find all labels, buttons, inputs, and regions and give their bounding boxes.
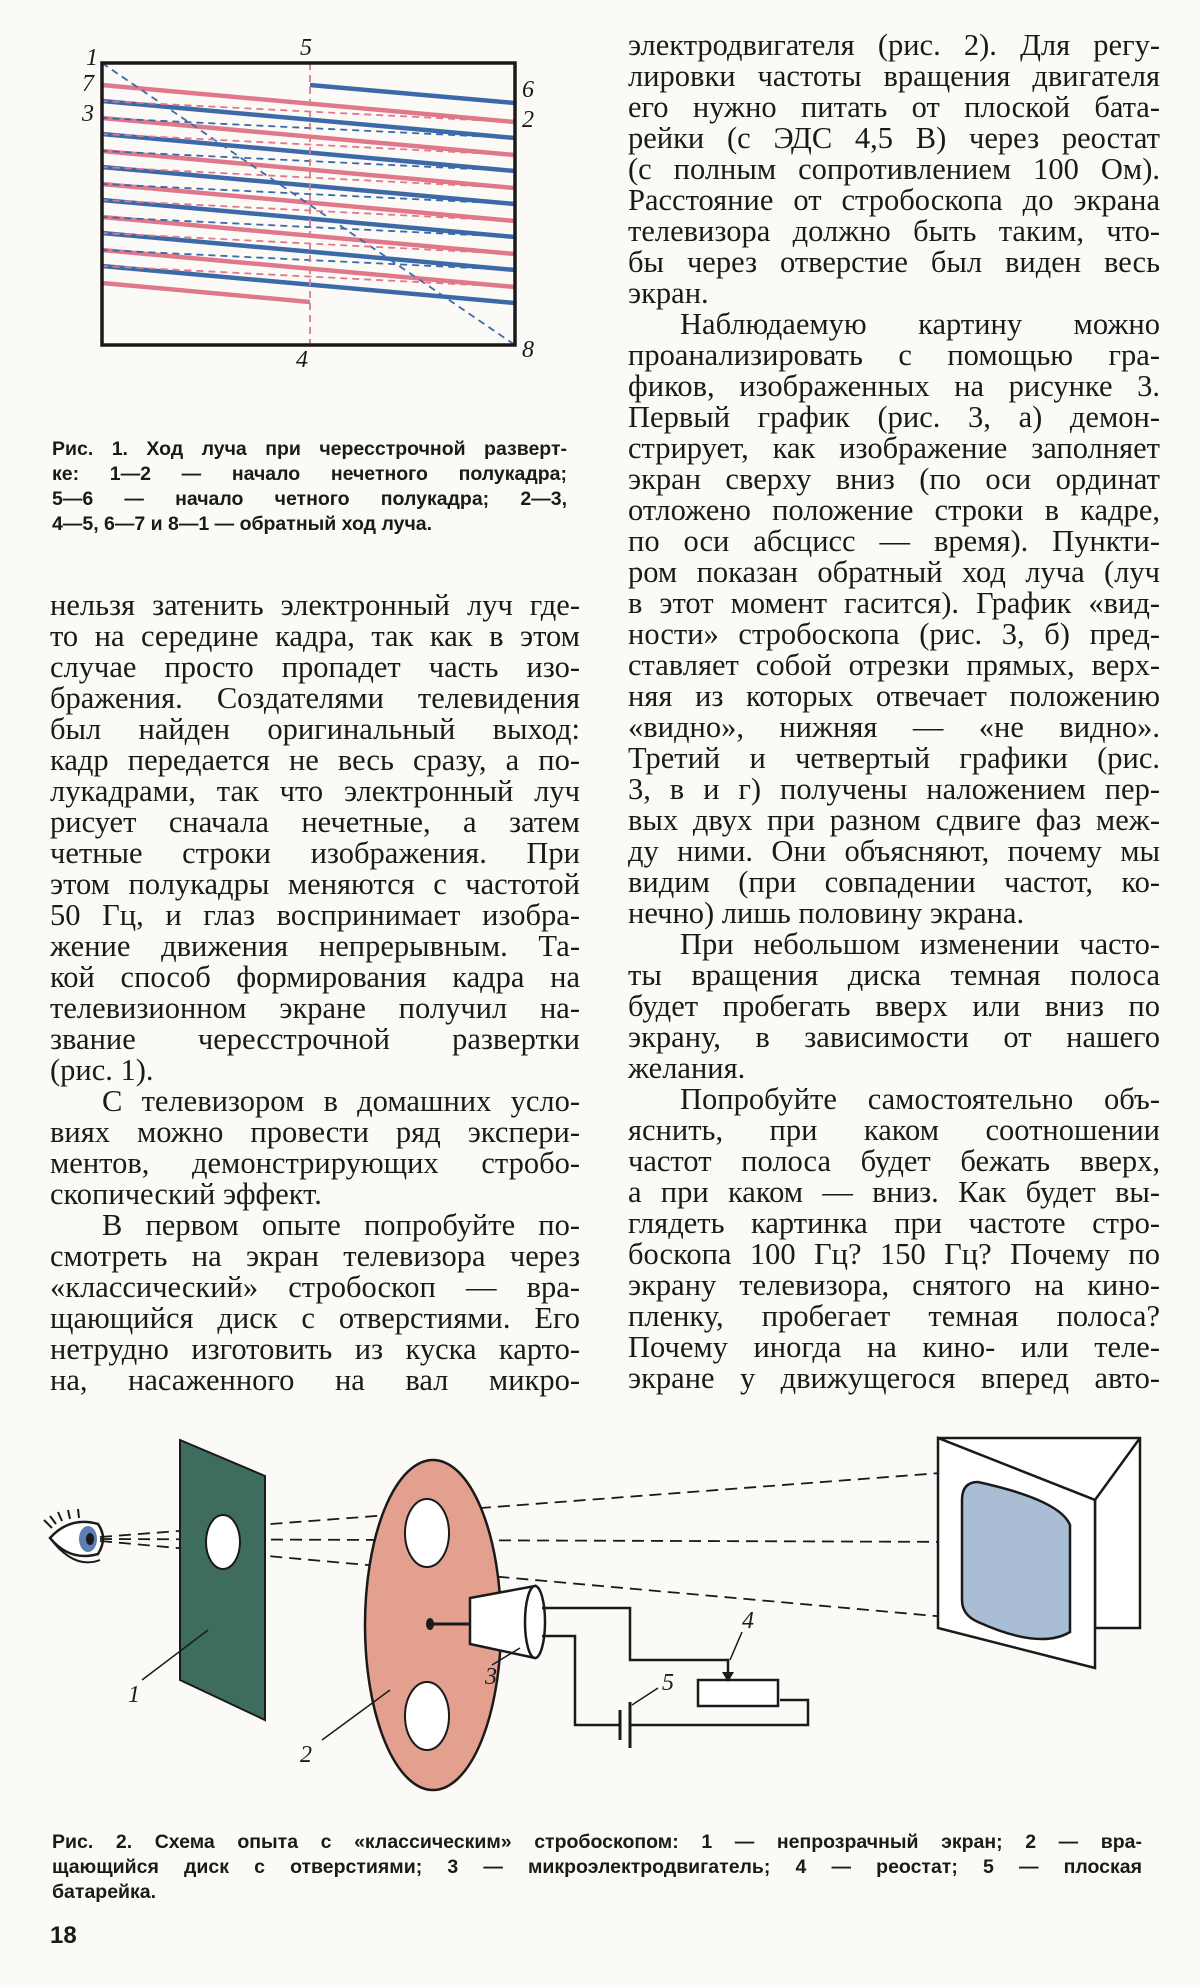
fig1-label-8: 8 (522, 337, 534, 363)
text-line: Попробуйте самостоятельно объ- (680, 1082, 1160, 1116)
text-line: по оси абсцисс — время). Пункти- (628, 524, 1160, 558)
text-line: отложено положение строки в кадре, (628, 493, 1160, 527)
fig1-label-2: 2 (522, 107, 534, 133)
text-line: нетрудно изготовить из куска карто- (50, 1332, 580, 1366)
wiring (542, 1608, 808, 1725)
text-line: глядеть картинка при частоте стро- (628, 1206, 1160, 1240)
text-line: бы через отверстие был виден весь (628, 245, 1160, 279)
text-line: телевизионном экране получил на- (50, 991, 580, 1025)
caption-line: 4—5, 6—7 и 8—1 — обратный ход луча. (52, 513, 433, 535)
figure-1 (60, 35, 550, 373)
text-line: пленку, пробегает темная полоса? (628, 1299, 1160, 1333)
stroboscope-diagram (30, 1420, 1170, 1795)
text-line: яснить, при каком соотношении (628, 1113, 1160, 1147)
text-line: электродвигателя (рис. 2). Для регу- (628, 28, 1160, 62)
text-line: бражения. Создателями телевидения (50, 681, 580, 715)
paragraph (628, 1084, 1160, 1394)
text-line: лировки частоты вращения двигателя (628, 59, 1160, 93)
fig2-label-4: 4 (742, 1608, 754, 1634)
text-line: его нужно питать от плоской бата- (628, 90, 1160, 124)
text-line: (рис. 1). (50, 1053, 154, 1087)
left-column (50, 590, 580, 1396)
text-line: «классический» стробоскоп — вра- (50, 1270, 580, 1304)
text-line: скопический эффект. (50, 1177, 322, 1211)
text-line: видим (при совпадении частот, ко- (628, 865, 1160, 899)
leader-4 (730, 1632, 742, 1660)
opaque-screen (180, 1440, 265, 1720)
paragraph (628, 929, 1160, 1084)
text-line: боскопа 100 Гц? 150 Гц? Почему по (628, 1237, 1160, 1271)
text-line: Первый график (рис. 3, а) демон- (628, 400, 1160, 434)
text-line: в этот момент гасится). График «вид- (628, 586, 1160, 620)
leader-5 (632, 1688, 658, 1705)
text-line: ставляет собой отрезки прямых, верх- (628, 648, 1160, 682)
figure-2 (30, 1420, 1170, 1795)
text-line: рейки (с ЭДС 4,5 В) через реостат (628, 121, 1160, 155)
caption-line: 5—6 — начало четного полукадра; 2—3, (52, 488, 567, 510)
text-line: нельзя затенить электронный луч где- (50, 588, 580, 622)
text-line: (с полным сопротивлением 100 Ом). (628, 152, 1160, 186)
text-line: случае просто пропадет часть изо- (50, 650, 580, 684)
fig2-label-1: 1 (128, 1682, 140, 1708)
text-line: Почему иногда на кино- или теле- (628, 1330, 1160, 1364)
text-line: виях можно провести ряд экспери- (50, 1115, 580, 1149)
text-line: частот полоса будет бежать вверх, (628, 1144, 1160, 1178)
text-line: Наблюдаемую картину можно (680, 307, 1160, 341)
text-line: щающийся диск с отверстиями. Его (50, 1301, 580, 1335)
text-line: кадр передается не весь сразу, а по- (50, 743, 580, 777)
text-line: нечно) лишь половину экрана. (628, 896, 1025, 930)
television (938, 1438, 1140, 1668)
text-line: проанализировать с помощью гра- (628, 338, 1160, 372)
text-line: этом полукадры меняются с частотой (50, 867, 580, 901)
fig2-label-2: 2 (300, 1742, 312, 1768)
fig1-label-1: 1 (86, 45, 98, 71)
caption-line: Рис. 2. Схема опыта с «классическим» стробоскопом: 1 — непрозрачный экран; 2 — вра- (52, 1831, 1142, 1853)
text-line: кой способ формирования кадра на (50, 960, 580, 994)
text-line: звание чересстрочной развертки (50, 1022, 580, 1056)
text-line: экрану телевизора, снятого на кино- (628, 1268, 1160, 1302)
text-line: экран сверху вниз (по оси ординат (628, 462, 1160, 496)
fig1-label-6: 6 (522, 77, 534, 103)
text-line: четные строки изображения. При (50, 836, 580, 870)
text-line: будет пробегать вверх или вниз по (628, 989, 1160, 1023)
text-line: фиков, изображенных на рисунке 3. (628, 369, 1160, 403)
paragraph (628, 30, 1160, 309)
paragraph (50, 1210, 580, 1396)
interlace-diagram (60, 35, 550, 370)
text-line: экрану, в зависимости от нашего (628, 1020, 1160, 1054)
text-line: экране у движущегося вперед авто- (628, 1361, 1160, 1395)
figure-1-caption (52, 437, 567, 537)
text-line: ности» стробоскопа (рис. 3, б) пред- (628, 617, 1160, 651)
even-line-1 (310, 85, 515, 103)
text-line: ду ними. Они объясняют, почему мы (628, 834, 1160, 868)
fig2-label-5: 5 (662, 1670, 674, 1696)
fig2-label-3: 3 (485, 1664, 497, 1690)
text-line: При небольшом изменении часто- (680, 927, 1160, 961)
caption-line: батарейка. (52, 1881, 157, 1903)
text-line: 3, в и г) получены наложением пер- (628, 772, 1160, 806)
text-line: В первом опыте попробуйте по- (102, 1208, 580, 1242)
text-line: а при каком — вниз. Как будет вы- (628, 1175, 1160, 1209)
paragraph (628, 309, 1160, 929)
text-line: Расстояние от стробоскопа до экрана (628, 183, 1160, 217)
text-line: ты вращения диска темная полоса (628, 958, 1160, 992)
paragraph (50, 1086, 580, 1210)
fig1-label-7: 7 (82, 71, 94, 97)
text-line: рисует сначала нечетные, а затем (50, 805, 580, 839)
text-line: телевизора должно быть таким, что- (628, 214, 1160, 248)
odd-line-7 (102, 283, 310, 302)
text-line: экран. (628, 276, 709, 310)
text-line: ментов, демонстрирующих стробо- (50, 1146, 580, 1180)
text-line: вых двух при разном сдвиге фаз меж- (628, 803, 1160, 837)
fig1-label-5: 5 (300, 35, 312, 61)
text-line: «видно», нижняя — «не видно». (628, 710, 1160, 744)
figure-2-caption (52, 1830, 1142, 1905)
page-number: 18 (50, 1922, 77, 1949)
text-line: Третий и четвертый графики (рис. (628, 741, 1160, 775)
paragraph (50, 590, 580, 1086)
text-line: жение движения непрерывным. Та- (50, 929, 580, 963)
caption-line: Рис. 1. Ход луча при чересстрочной разверт- (52, 438, 567, 460)
right-column (628, 30, 1160, 1394)
battery (620, 1702, 630, 1748)
fig1-label-4: 4 (296, 347, 308, 373)
eye-icon (44, 1509, 103, 1562)
text-line: С телевизором в домашних усло- (102, 1084, 580, 1118)
fig1-label-3: 3 (82, 101, 94, 127)
text-line: то на середине кадра, так как в этом (50, 619, 580, 653)
text-line: стрирует, как изображение заполняет (628, 431, 1160, 465)
text-line: был найден оригинальный выход: (50, 712, 580, 746)
text-line: лукадрами, так что электронный луч (50, 774, 580, 808)
text-line: няя из которых отвечает положению (628, 679, 1160, 713)
text-line: смотреть на экран телевизора через (50, 1239, 580, 1273)
text-line: на, насаженного на вал микро- (50, 1363, 580, 1397)
text-line: ром показан обратный ход луча (луч (628, 555, 1160, 589)
rheostat (698, 1672, 778, 1706)
caption-line: щающийся диск с отверстиями; 3 — микроэлектродвигатель; 4 — реостат; 5 — плоская (52, 1856, 1142, 1878)
text-line: желания. (628, 1051, 746, 1085)
text-line: 50 Гц, и глаз воспринимает изобра- (50, 898, 580, 932)
caption-line: ке: 1—2 — начало нечетного полукадра; (52, 463, 567, 485)
